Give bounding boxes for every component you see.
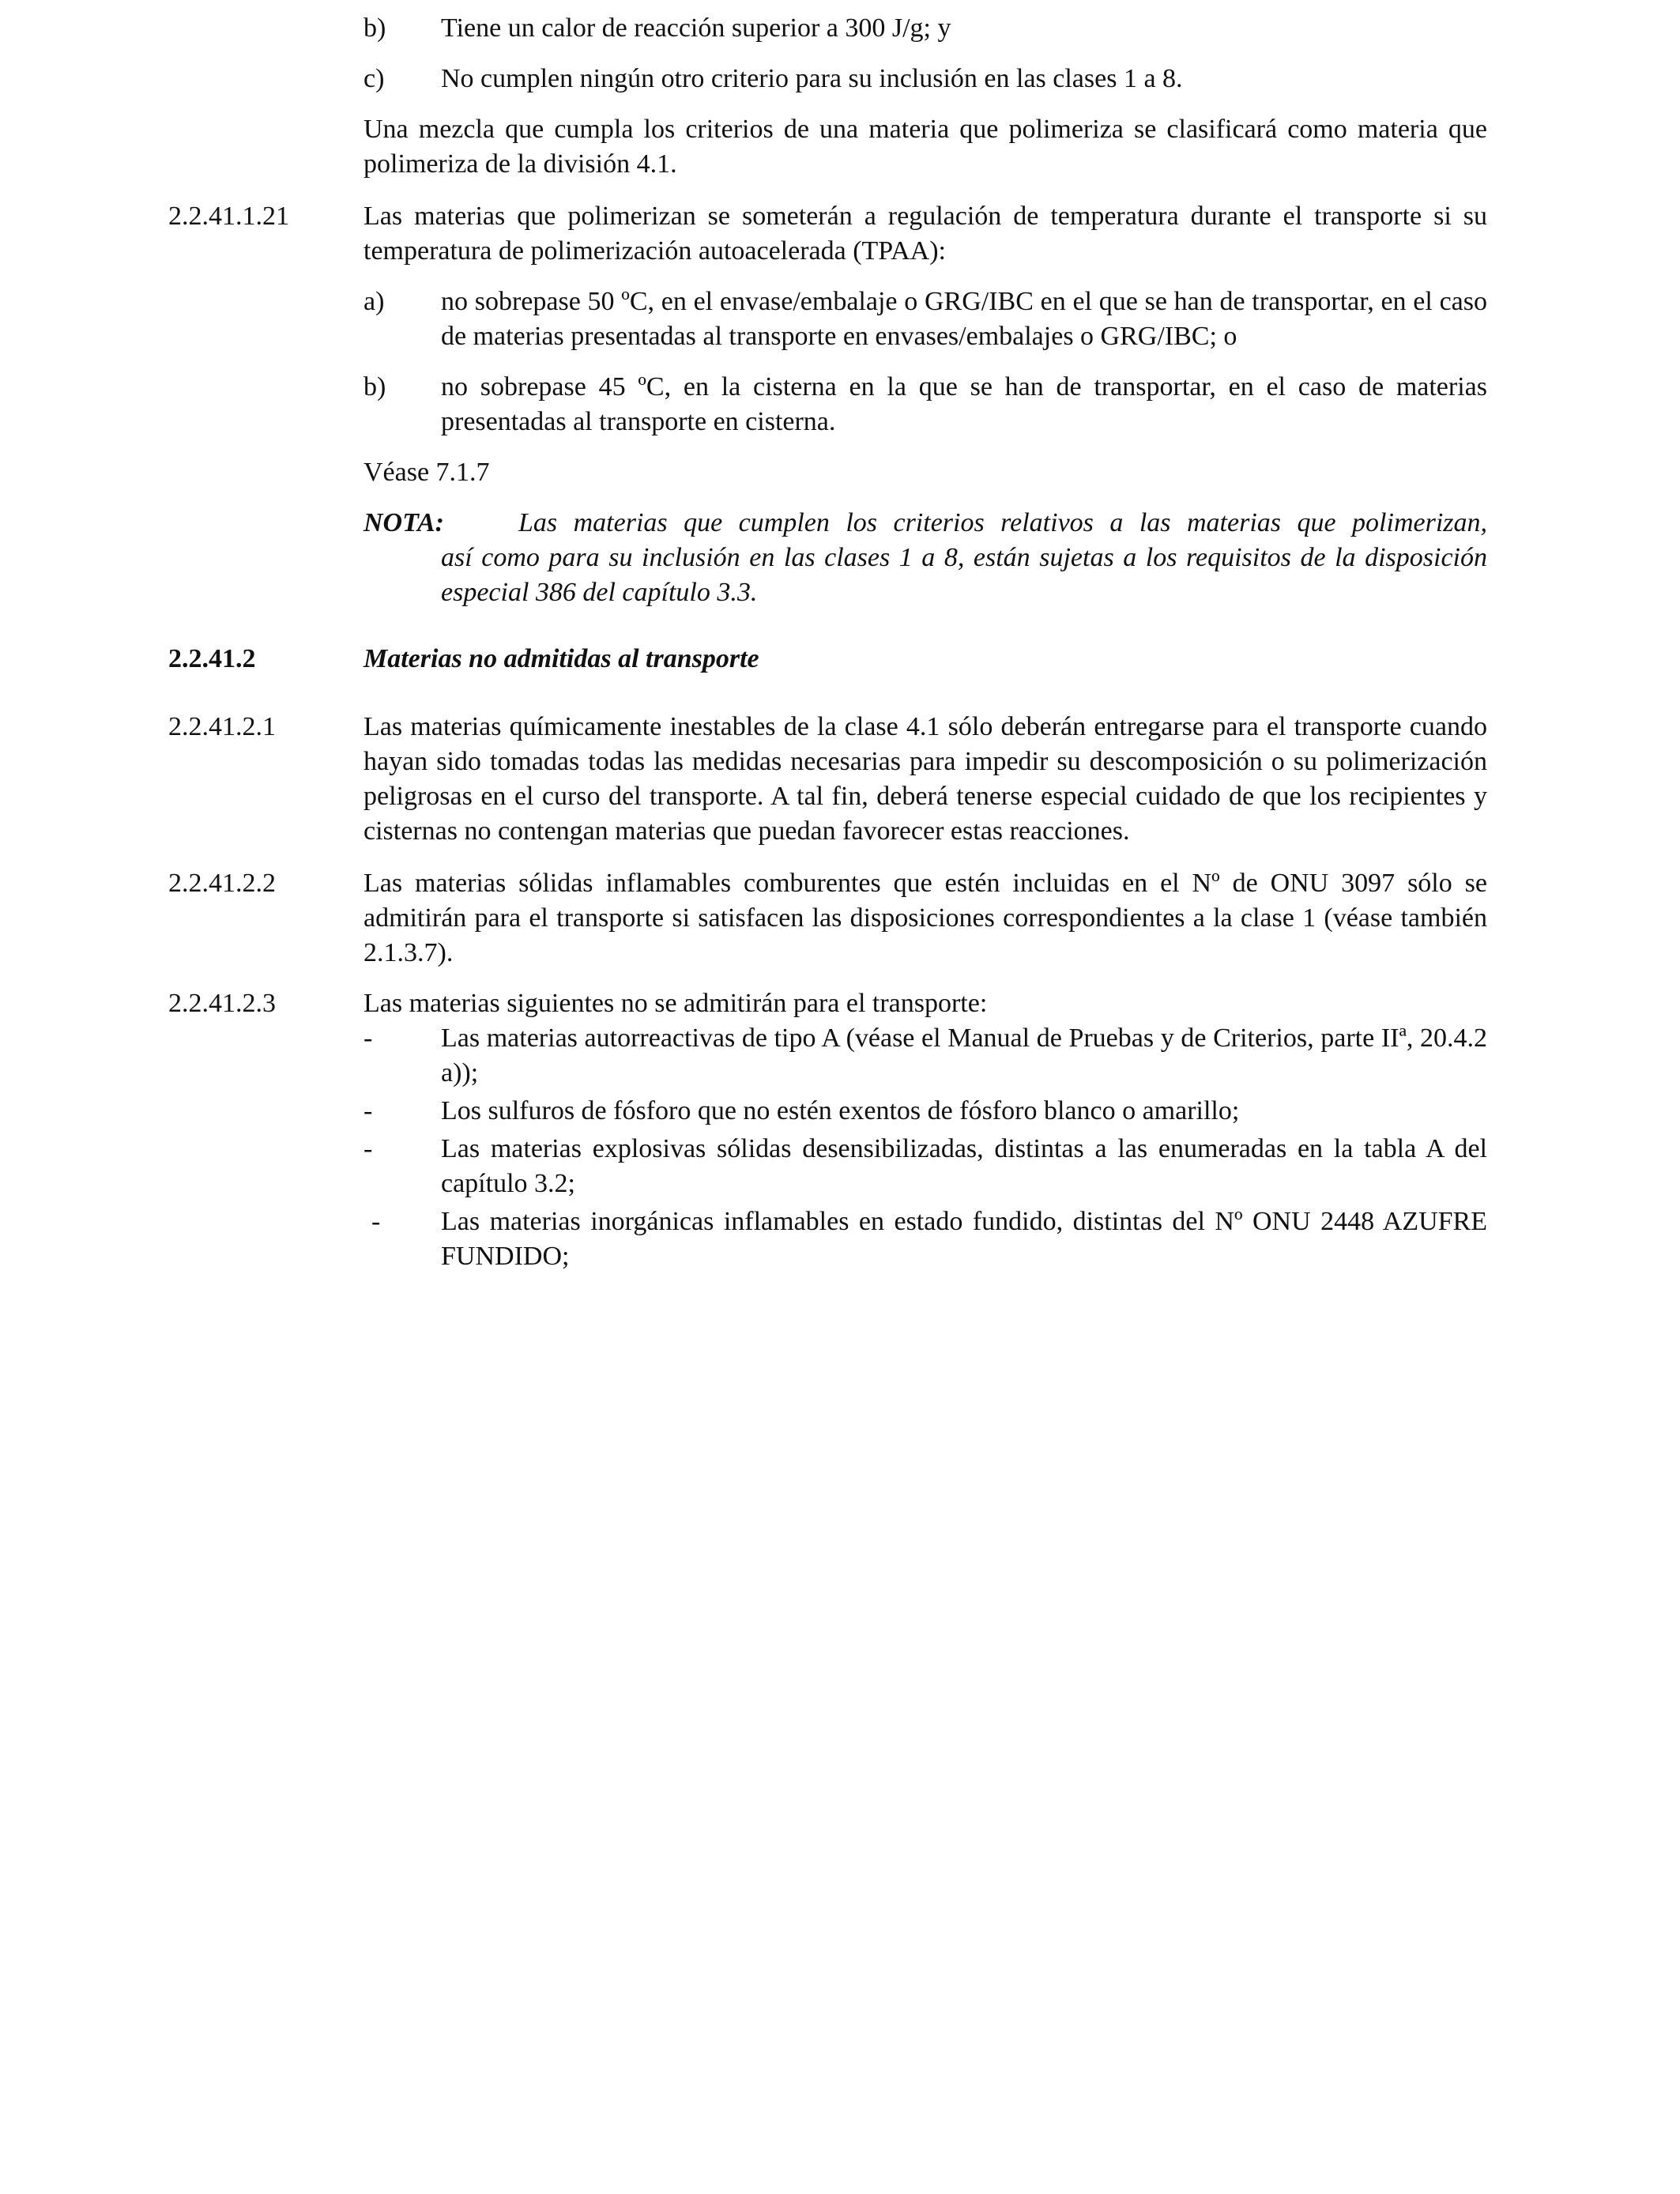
item-label: c) — [363, 64, 385, 93]
note-text: así como para su inclusión en las clases 1 a 8, están sujetas a los requisitos de la disposición especial 386 del capítulo 3.3. — [441, 543, 1487, 607]
item-label: b) — [363, 13, 386, 43]
section-paragraph: Las materias químicamente inestables de la clase 4.1 sólo deberán entregarse para el transporte cuando hayan sido tomadas todas las medidas necesarias para impedir su descomposición o su polimerización peligrosas en el curso del transporte. A tal fin, deberá tenerse especial cuidado de que los recipientes y cisternas no contengan materias que puedan favorecer estas reacciones. — [363, 712, 1487, 846]
note-label: NOTA: — [363, 508, 444, 537]
dash-marker: - — [363, 1096, 373, 1125]
item-label: b) — [363, 372, 386, 401]
dash-marker: - — [371, 1207, 381, 1236]
list-item: Los sulfuros de fósforo que no estén exentos de fósforo blanco o amarillo; — [441, 1096, 1240, 1125]
section-number: 2.2.41.2.2 — [168, 869, 276, 898]
list-item: Las materias autorreactivas de tipo A (véase el Manual de Pruebas y de Criterios, parte IIª, 20.4.2 a)); — [441, 1023, 1487, 1088]
section-number: 2.2.41.1.21 — [168, 202, 289, 231]
section-paragraph: Las materias siguientes no se admitirán para el transporte: — [363, 989, 988, 1018]
list-item: Las materias inorgánicas inflamables en estado fundido, distintas del Nº ONU 2448 AZUFRE FUNDIDO; — [441, 1207, 1487, 1271]
section-title: Materias no admitidas al transporte — [363, 644, 759, 673]
item-text: no sobrepase 50 ºC, en el envase/embalaje o GRG/IBC en el que se han de transportar, en el caso de materias presentadas al transporte en envases/embalajes o GRG/IBC; o — [441, 287, 1487, 351]
section-number: 2.2.41.2 — [168, 644, 256, 673]
section-number: 2.2.41.2.1 — [168, 712, 276, 741]
item-text: No cumplen ningún otro criterio para su inclusión en las clases 1 a 8. — [441, 64, 1183, 93]
dash-marker: - — [363, 1134, 373, 1163]
section-paragraph: Las materias que polimerizan se someterán a regulación de temperatura durante el transporte si su temperatura de polimerización autoacelerada (TPAA): — [363, 202, 1487, 266]
mixture-paragraph: Una mezcla que cumpla los criterios de una materia que polimeriza se clasificará como materia que polimeriza de la división 4.1. — [363, 115, 1487, 179]
item-text: no sobrepase 45 ºC, en la cisterna en la que se han de transportar, en el caso de materias presentadas al transporte en cisterna. — [441, 372, 1487, 436]
item-text: Tiene un calor de reacción superior a 300 J/g; y — [441, 13, 951, 43]
see-reference: Véase 7.1.7 — [363, 458, 490, 487]
section-number: 2.2.41.2.3 — [168, 989, 276, 1018]
list-item: Las materias explosivas sólidas desensibilizadas, distintas a las enumeradas en la tabla A del capítulo 3.2; — [441, 1134, 1487, 1198]
note-first-line: Las materias que cumplen los criterios relativos a las materias que polimerizan, — [518, 508, 1487, 537]
dash-marker: - — [363, 1023, 373, 1053]
item-label: a) — [363, 287, 385, 316]
section-paragraph: Las materias sólidas inflamables comburentes que estén incluidas en el Nº de ONU 3097 sólo se admitirán para el transporte si satisfacen las disposiciones correspondientes a la clase 1 (véase también 2.1.3.7). — [363, 869, 1487, 967]
